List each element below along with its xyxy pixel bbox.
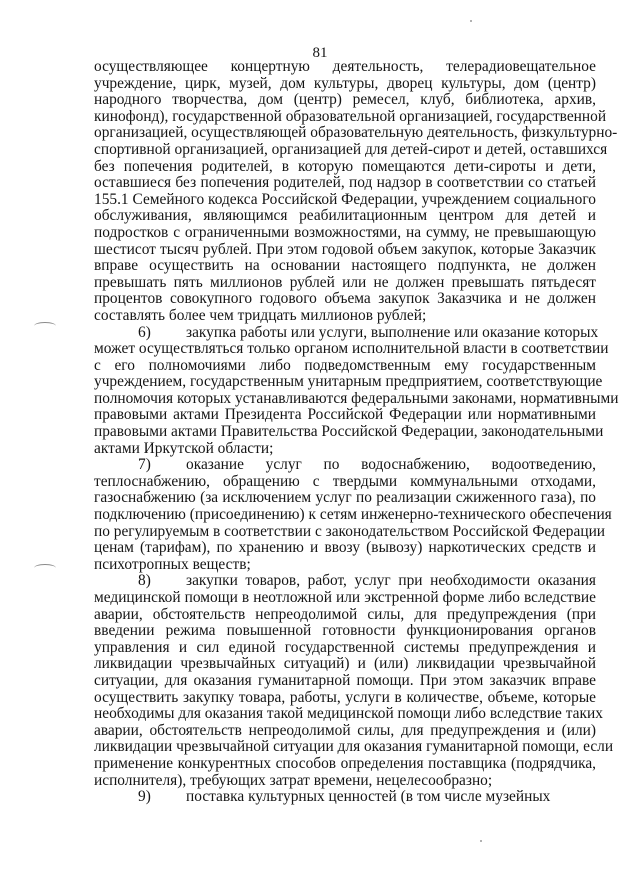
line-text: кинофонд), государственной образовательной организацией, государственной <box>94 107 607 125</box>
text-line <box>94 705 603 723</box>
text-line <box>94 242 596 259</box>
line-text: вправе осуществить на основании настоящего подпункта, не должен <box>94 257 596 275</box>
line-text: аварии, обстоятельств непреодолимой силы, для предупреждения (при <box>94 605 596 623</box>
line-text: правовыми актами Правительства Российской Федерации, законодательными <box>94 423 604 441</box>
text-line <box>94 107 607 126</box>
line-text: закупка работы или услуги, выполнение или оказание которых <box>186 323 599 341</box>
text-line <box>94 358 596 375</box>
text-line <box>94 773 596 790</box>
line-text: оставшиеся без попечения родителей, под надзор в соответствии со статьей <box>94 174 596 192</box>
text-line <box>94 340 609 358</box>
line-text: осуществить закупку товара, работы, услуги в количестве, объеме, которые <box>94 688 596 706</box>
line-text: подключению (присоединению) к сетям инженерно-технического обеспечения <box>94 506 612 524</box>
line-text: учреждением, государственным унитарным предприятием, соответствующие <box>94 373 603 391</box>
text-line <box>94 275 596 292</box>
text-line <box>94 291 596 308</box>
line-text: по регулируемым в соответствии с законодательством Российской Федерации <box>94 522 606 540</box>
line-text: шестисот тысяч рублей. При этом годовой объем закупок, которые Заказчик <box>94 240 596 258</box>
list-item-number: 8) <box>138 572 151 590</box>
text-line <box>94 323 599 342</box>
text-line <box>94 457 596 474</box>
line-text: превышать пять миллионов рублей или не должен превышать пятьдесят <box>94 273 596 291</box>
text-line <box>94 423 604 441</box>
line-text: ликвидации чрезвычайной ситуации для оказания гуманитарной помощи, если <box>94 738 614 756</box>
text-line <box>94 573 596 590</box>
document-body <box>94 58 619 806</box>
text-line <box>94 640 596 657</box>
line-text: аварии, обстоятельств непреодолимой силы, для предупреждения и (или) <box>94 721 596 739</box>
text-line <box>94 208 596 225</box>
text-line <box>94 590 596 607</box>
text-line <box>94 490 596 507</box>
text-line <box>94 92 596 109</box>
line-text: осуществляющее концертную деятельность, телерадиовещательное <box>94 58 596 75</box>
text-line <box>94 656 596 673</box>
text-line <box>94 389 619 408</box>
text-line <box>94 76 596 93</box>
text-line <box>94 441 596 458</box>
text-line <box>94 225 596 242</box>
line-text: учреждение, цирк, музей, дом культуры, дворец культуры, дом (центр) <box>94 74 596 92</box>
text-line <box>94 789 596 806</box>
scan-speck <box>470 20 472 22</box>
list-item-number: 6) <box>138 323 151 341</box>
line-text: с его полномочиями либо подведомственным ему государственным <box>94 356 596 374</box>
scan-speck <box>480 840 482 842</box>
line-text: организацией, осуществляющей образовательную деятельность, физкультурно- <box>94 124 618 142</box>
line-text: может осуществляться только органом исполнительной власти в соответствии <box>94 340 609 358</box>
line-text: обслуживания, являющимся реабилитационным центром для детей и <box>94 207 596 225</box>
text-line <box>94 308 596 325</box>
text-line <box>94 557 596 574</box>
line-text: необходимы для оказания такой медицинской помощи либо вследствие таких <box>94 705 603 723</box>
line-text: закупки товаров, работ, услуг при необходимости оказания <box>186 572 596 590</box>
line-text: подростков с ограниченными возможностями, на сумму, не превышающую <box>94 223 596 241</box>
line-text: применение конкурентных способов определения поставщика (подрядчика, <box>94 754 596 772</box>
text-line <box>94 159 596 176</box>
text-line <box>94 373 603 391</box>
text-line <box>94 192 596 209</box>
text-line <box>94 175 596 192</box>
list-item-number: 7) <box>138 456 151 474</box>
text-line <box>94 623 596 640</box>
line-text: спортивной организацией, организацией для детей-сирот и детей, оставшихся <box>94 140 608 158</box>
line-text: ликвидации чрезвычайных ситуаций) и (или) ликвидации чрезвычайной <box>94 655 596 673</box>
line-text: без попечения родителей, в которую помещаются дети-сироты и дети, <box>94 157 596 175</box>
line-text: поставка культурных ценностей (в том числе музейных <box>186 788 551 806</box>
scan-margin-mark <box>34 322 56 330</box>
line-text: актами Иркутской области; <box>94 439 274 457</box>
text-line <box>94 522 606 541</box>
line-text: процентов совокупного годового объема закупок Заказчика и не должен <box>94 290 596 308</box>
line-text: 155.1 Семейного кодекса Российской Федерации, учреждением социального <box>94 190 596 208</box>
line-text: составлять более чем тридцать миллионов рублей; <box>94 306 427 324</box>
text-line <box>94 673 596 690</box>
text-line <box>94 407 596 424</box>
list-item-number: 9) <box>138 788 151 806</box>
text-line <box>94 756 596 773</box>
text-line <box>94 258 596 275</box>
text-line <box>94 474 596 491</box>
line-text: оказание услуг по водоснабжению, водоотведению, <box>186 456 596 474</box>
text-line <box>94 723 596 740</box>
line-text: полномочия которых устанавливаются федеральными законами, нормативными <box>94 389 619 407</box>
line-text: ценам (тарифам), по хранению и ввозу (вывозу) наркотических средств и <box>94 539 596 557</box>
text-line <box>94 607 596 624</box>
line-text: народного творчества, дом (центр) ремесел, клуб, библиотека, архив, <box>94 91 596 109</box>
text-line <box>94 506 612 524</box>
text-line <box>94 59 596 76</box>
line-text: медицинской помощи в неотложной или экстренной форме либо вследствие <box>94 589 596 606</box>
line-text: газоснабжению (за исключением услуг по реализации сжиженного газа), по <box>94 489 596 507</box>
line-text: теплоснабжению, обращению с твердыми коммунальными отходами, <box>94 472 596 490</box>
text-line <box>94 124 618 142</box>
line-text: правовыми актами Президента Российской Федерации или нормативными <box>94 406 596 424</box>
line-text: психотропных веществ; <box>94 555 251 573</box>
page-number: 81 <box>312 45 328 61</box>
text-line <box>94 140 608 159</box>
line-text: ситуации, для оказания гуманитарной помощи. При этом заказчик вправе <box>94 671 596 689</box>
line-text: введении режима повышенной готовности функционирования органов <box>94 622 596 640</box>
line-text: управления и сил единой государственной системы предупреждения и <box>94 638 596 656</box>
scan-margin-mark <box>34 564 56 572</box>
line-text: исполнителя), требующих затрат времени, нецелесообразно; <box>94 771 493 789</box>
text-line <box>94 540 596 557</box>
text-line <box>94 738 614 756</box>
text-line <box>94 690 596 707</box>
